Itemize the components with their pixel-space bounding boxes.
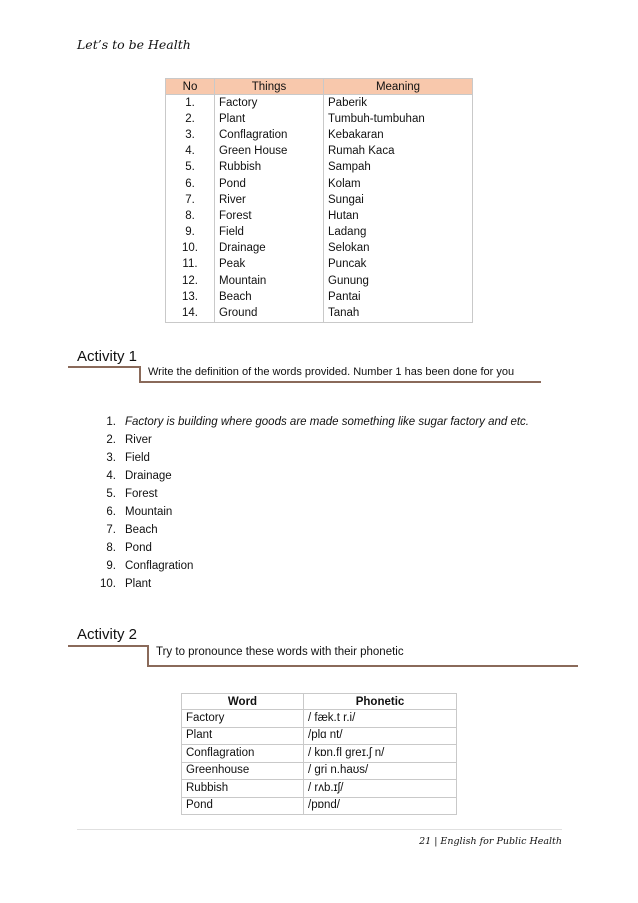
meaning-cell: Pantai [328,290,361,303]
meaning-cell: Paberik [328,96,367,109]
word-list-item [78,431,529,449]
activity-1-rule-step [139,366,141,382]
page-footer: 21 | English for Public Health [419,836,562,847]
activity-2-rule-bottom [147,665,578,667]
meaning-cell: Sampah [328,161,371,174]
word-list-item [78,485,529,503]
meaning-cell: Rumah Kaca [328,145,395,158]
thing-cell: Conflagration [215,127,324,143]
thing-cell: Beach [215,289,324,305]
phonetic-row [182,762,457,780]
phonetic-table [181,693,457,815]
word-list-item [78,503,529,521]
list-item-number: 2. [106,434,116,446]
row-number: 11. [166,257,215,273]
activity-2-instruction: Try to pronounce these words with their phonetic [156,646,404,658]
list-item-number: 8. [106,542,116,554]
vocabulary-row [166,160,473,176]
word-list-item [78,539,529,557]
phonetic-cell: / gri n.haʊs/ [304,762,457,780]
meaning-cell: Kolam [328,177,361,190]
column-header-things: Things [215,79,324,95]
vocabulary-row [166,192,473,208]
footer-rule [77,829,562,830]
activity-1-word-list [78,413,529,593]
phonetic-cell: / rʌb.ɪʃ/ [304,780,457,798]
list-item-number: 6. [106,506,116,518]
thing-cell: Rubbish [215,160,324,176]
meaning-cell: Puncak [328,258,367,271]
vocabulary-row [166,111,473,127]
vocabulary-row [166,95,473,112]
activity-2-rule-step [147,645,149,667]
phonetic-cell: /pɒnd/ [304,797,457,815]
word-cell: Conflagration [182,745,304,763]
row-number: 8. [166,208,215,224]
row-number: 6. [166,176,215,192]
list-item-text: Plant [125,578,152,590]
activity-2-rule-top [68,645,149,647]
activity-1-instruction: Write the definition of the words provided. Number 1 has been done for you [148,366,515,378]
meaning-cell: Tumbuh-tumbuhan [328,112,425,125]
row-number: 13. [166,289,215,305]
word-cell: Greenhouse [182,762,304,780]
activity-1-title: Activity 1 [77,348,138,365]
activity-1-rule-bottom [139,381,541,383]
list-item-text: Pond [125,542,152,554]
vocabulary-table-header-row [166,79,473,95]
list-item-number: 3. [106,452,116,464]
thing-cell: Pond [215,176,324,192]
list-item-text: Beach [125,524,158,536]
vocabulary-row [166,127,473,143]
phonetic-row [182,710,457,728]
vocabulary-row [166,305,473,322]
vocabulary-row [166,257,473,273]
phonetic-cell: / fæk.t r.i/ [304,710,457,728]
word-list-item [78,557,529,575]
word-cell: Pond [182,797,304,815]
row-number: 14. [166,305,215,322]
row-number: 12. [166,273,215,289]
row-number: 1. [166,95,215,112]
row-number: 10. [166,241,215,257]
row-number: 7. [166,192,215,208]
row-number: 4. [166,144,215,160]
row-number: 3. [166,127,215,143]
list-item-text: River [125,434,152,446]
vocabulary-row [166,176,473,192]
phonetic-row [182,727,457,745]
list-item-number: 4. [106,470,116,482]
phonetic-table-header-row [182,694,457,710]
meaning-cell: Selokan [328,242,370,255]
phonetic-row [182,780,457,798]
list-item-text: Drainage [125,470,172,482]
thing-cell: River [215,192,324,208]
list-item-number: 1. [106,416,116,428]
meaning-cell: Hutan [328,209,359,222]
row-number: 2. [166,111,215,127]
word-cell: Factory [182,710,304,728]
vocabulary-row [166,225,473,241]
list-item-text: Field [125,452,150,464]
row-number: 9. [166,225,215,241]
thing-cell: Plant [215,111,324,127]
vocabulary-table [165,78,473,323]
word-list-item [78,467,529,485]
list-item-number: 10. [100,578,116,590]
meaning-cell: Gunung [328,274,369,287]
list-item-text: Factory is building where goods are made something like sugar factory and etc. [125,416,529,428]
word-list-item [78,449,529,467]
word-list-item [78,521,529,539]
meaning-cell: Sungai [328,193,364,206]
column-header-meaning: Meaning [324,79,473,95]
word-cell: Rubbish [182,780,304,798]
thing-cell: Factory [215,95,324,112]
list-item-number: 9. [106,560,116,572]
word-list-item [78,413,529,431]
thing-cell: Field [215,225,324,241]
thing-cell: Green House [215,144,324,160]
meaning-cell: Ladang [328,226,367,239]
phonetic-row [182,797,457,815]
phonetic-cell: / kɒn.fl greɪ.ʃ n/ [304,745,457,763]
activity-1-rule-top [68,366,141,368]
row-number: 5. [166,160,215,176]
thing-cell: Ground [215,305,324,322]
activity-2-title: Activity 2 [77,626,138,643]
vocabulary-row [166,273,473,289]
vocabulary-row [166,208,473,224]
running-header-title: Let’s to be Health [77,37,191,52]
vocabulary-row [166,289,473,305]
thing-cell: Drainage [215,241,324,257]
meaning-cell: Tanah [328,307,360,320]
column-header-no: No [166,79,215,95]
list-item-number: 7. [106,524,116,536]
thing-cell: Peak [215,257,324,273]
thing-cell: Forest [215,208,324,224]
thing-cell: Mountain [215,273,324,289]
list-item-number: 5. [106,488,116,500]
word-cell: Plant [182,727,304,745]
phonetic-row [182,745,457,763]
column-header-phonetic: Phonetic [304,694,457,710]
vocabulary-row [166,241,473,257]
list-item-text: Forest [125,488,158,500]
vocabulary-row [166,144,473,160]
word-list-item [78,575,529,593]
list-item-text: Conflagration [125,560,194,572]
column-header-word: Word [182,694,304,710]
meaning-cell: Kebakaran [328,128,384,141]
list-item-text: Mountain [125,506,173,518]
phonetic-cell: /plɑ nt/ [304,727,457,745]
